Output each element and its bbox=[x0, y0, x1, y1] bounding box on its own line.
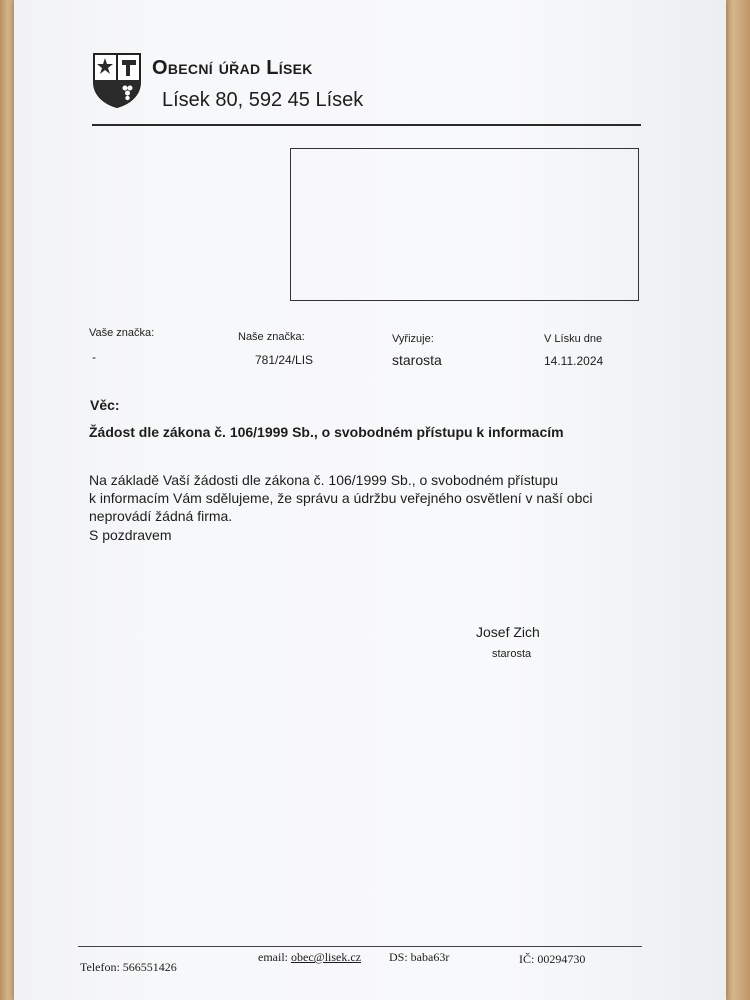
date-label: V Lísku dne bbox=[544, 333, 603, 345]
body-line: neprovádí žádná firma. bbox=[89, 508, 233, 524]
your-ref-label: Vaše značka: bbox=[89, 327, 155, 339]
greeting: S pozdravem bbox=[89, 527, 172, 543]
our-ref-label: Naše značka: bbox=[238, 331, 305, 343]
handled-by-label: Vyřizuje: bbox=[392, 333, 434, 345]
date-value: 14.11.2024 bbox=[544, 354, 604, 368]
footer-email-link[interactable]: obec@lisek.cz bbox=[291, 950, 362, 964]
footer-phone: Telefon: 566551426 bbox=[80, 960, 177, 974]
signer-name: Josef Zich bbox=[476, 624, 540, 640]
body-line: Na základě Vaší žádosti dle zákona č. 106/1999 Sb., o svobodném přístupu bbox=[89, 472, 559, 488]
letter-body bbox=[89, 471, 649, 525]
municipal-crest-icon bbox=[92, 52, 142, 108]
wood-background-right bbox=[722, 0, 750, 1000]
your-ref-value: - bbox=[92, 350, 96, 364]
recipient-address-box bbox=[290, 148, 639, 301]
subject-line: Žádost dle zákona č. 106/1999 Sb., o svobodném přístupu k informacím bbox=[89, 424, 564, 440]
footer-company-id: IČ: 00294730 bbox=[519, 952, 586, 966]
handled-by-value: starosta bbox=[392, 352, 442, 368]
footer-email bbox=[258, 950, 361, 965]
footer-divider bbox=[78, 946, 642, 947]
footer-email-label: email: bbox=[258, 950, 288, 964]
organization-name: Obecní úřad Lísek bbox=[152, 57, 313, 79]
signer-role: starosta bbox=[492, 648, 532, 660]
header-divider bbox=[92, 124, 641, 126]
organization-address: Lísek 80, 592 45 Lísek bbox=[162, 89, 364, 111]
body-line: k informacím Vám sdělujeme, že správu a údržbu veřejného osvětlení v naší obci bbox=[89, 490, 593, 506]
footer-databox: DS: baba63r bbox=[389, 950, 450, 964]
subject-label: Věc: bbox=[90, 397, 120, 413]
our-ref-value: 781/24/LIS bbox=[255, 353, 314, 367]
